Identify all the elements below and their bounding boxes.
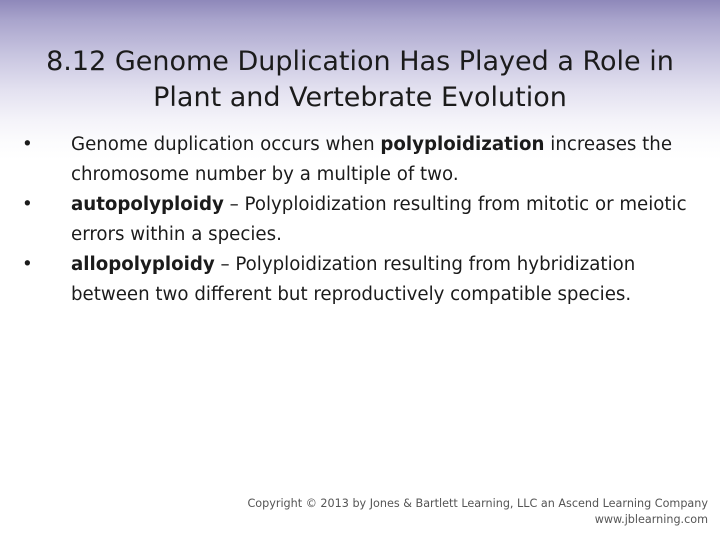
bullet-marker: • (22, 134, 33, 155)
bullet-text-lead: Genome duplication occurs when (71, 134, 381, 155)
bullet-text-definition: increases the chromosome number by a multiple of two. (71, 134, 673, 185)
bullet-text-definition: – Polyploidization resulting from mitotic or meiotic errors within a species. (71, 194, 687, 245)
bullet-term-allopolyploidy: allopolyploidy (71, 254, 215, 275)
slide-footer (247, 496, 708, 528)
bullet-term-polyploidization: polyploidization (380, 134, 545, 155)
bullet-text-definition: – Polyploidization resulting from hybridization between two different but reproductively compatible species. (71, 254, 636, 305)
slide-title-line-1: 8.12 Genome Duplication Has Played a Role in (46, 46, 674, 77)
bullet-item-autopolyploidy (22, 190, 702, 250)
slide-title-line-2: Plant and Vertebrate Evolution (153, 82, 567, 113)
bullet-list (22, 130, 702, 310)
slide-title (30, 44, 690, 116)
footer-copyright: Copyright © 2013 by Jones & Bartlett Learning, LLC an Ascend Learning Company (247, 497, 708, 510)
bullet-term-autopolyploidy: autopolyploidy (71, 194, 224, 215)
footer-url: www.jblearning.com (594, 513, 708, 526)
bullet-item-allopolyploidy (22, 250, 702, 310)
bullet-marker: • (22, 194, 33, 215)
bullet-marker: • (22, 254, 33, 275)
bullet-item-genome-duplication (22, 130, 702, 190)
